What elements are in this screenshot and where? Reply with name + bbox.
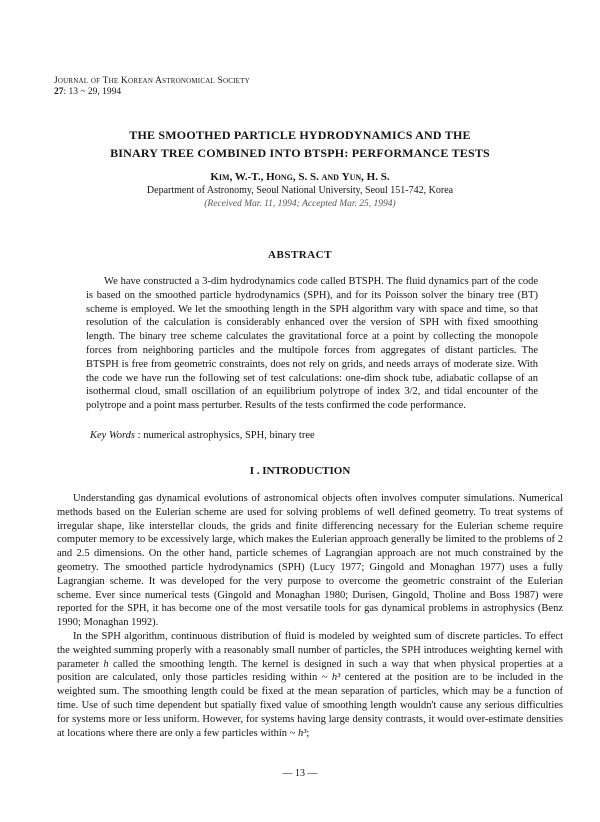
journal-name: Journal of The Korean Astronomical Society	[54, 76, 250, 86]
intro-p2-volume: ~ h³	[321, 672, 341, 684]
abstract-text: We have constructed a 3-dim hydrodynamics code called BTSPH. The fluid dynamics part of the code is based on the smoothed particle hydrodynamics (SPH), and for its Poisson solver the binary tree (BT) scheme is employed. We let the smoothing length in the SPH algorithm vary with space and time, so that resolution of the calculation is considerably enhanced over the version of SPH with fixed smoothing length. The binary tree scheme calculates the gravitational force at a point by collecting the monopole forces from neighboring particles and the multipole forces from aggregates of distant particles. The BTSPH is free from geometric constraints, does not rely on grids, and needs arrays of moderate size. With the code we have run the following set of test calculations: one-dim shock tube, adiabatic collapse of an isothermal cloud, small oscillation of an equilibrium polytrope of index 3/2, and tidal encounter of the polytrope and a point mass perturber. Results of the tests confirmed the code performance.	[86, 276, 538, 412]
intro-p2-symbol-h: h	[103, 658, 109, 670]
received-date: (Received Mar. 11, 1994; Accepted Mar. 25, 1994)	[204, 199, 396, 209]
author-3: Yun, H. S.	[341, 171, 390, 183]
keywords-text: numerical astrophysics, SPH, binary tree	[143, 430, 315, 441]
journal-volume-line	[54, 87, 250, 98]
introduction-body	[57, 492, 563, 740]
intro-p2-part-d: ;	[306, 727, 310, 739]
author-2: Hong, S. S.	[266, 171, 319, 183]
keywords-separator: :	[135, 430, 144, 441]
journal-volume: 27	[54, 87, 64, 97]
author-1: Kim, W.-T.,	[210, 171, 264, 183]
paper-title	[60, 126, 540, 162]
page-number: — 13 —	[282, 768, 318, 779]
intro-p2-part-b: called the smoothing length. The kernel is designed in such a way that when physical properties at a position are calculated, only those particles residing within	[57, 658, 563, 684]
intro-p2-volume-2: ~ h³	[289, 727, 307, 739]
author-list	[60, 171, 540, 183]
intro-p2-part-c: centered at the position are to be included in the weighted sum. The smoothing length could be fixed at the mean separation of particles, which may be a function of time. Use of such time dependent but spatially fixed value of smoothing length wouldn't cause any serious difficulties for systems more or less uniform. However, for systems having large density contrasts, it would over-estimate densities at locations where there are only a few particles within	[57, 672, 563, 739]
title-line-1: THE SMOOTHED PARTICLE HYDRODYNAMICS AND THE	[129, 128, 471, 142]
intro-p2-part-a: In the SPH algorithm, continuous distribution of fluid is modeled by weighted sum of discrete particles. To effect the weighted summing properly with a reasonably small number of particles, the SPH introduces weighting kernel with parameter	[57, 630, 563, 670]
title-line-2: BINARY TREE COMBINED INTO BTSPH: PERFORMANCE TESTS	[110, 146, 490, 160]
keywords	[90, 430, 315, 441]
abstract-heading: ABSTRACT	[268, 249, 332, 261]
intro-paragraph-1: Understanding gas dynamical evolutions of astronomical objects often involves computer simulations. Numerical methods based on the Eulerian scheme are used for solving problems of well defined geometry. To treat systems of irregular shape, like interstellar clouds, the grids and finite differencing necessary for the Eulerian scheme require computer memory to be excessively large, which makes the Eulerian approach generally be limited to the problems of 2 and 2.5 dimensions. On the other hand, particle schemes of Lagrangian approach are not much constrained by the geometry. The smoothed particle hydrodynamics (SPH) (Lucy 1977; Gingold and Monaghan 1977) uses a fully Lagrangian scheme. It was developed for the very purpose to overcome the geometric constraint of the Eulerian scheme. Ever since numerical tests (Gingold and Monaghan 1980; Durisen, Gingold, Tholine and Boss 1987) were reported for the SPH, it has become one of the most versatile tools for gas dynamical problems in astrophysics (Benz 1990; Monaghan 1992).	[57, 493, 563, 629]
journal-header	[54, 76, 250, 98]
journal-pages: : 13 ~ 29, 1994	[63, 87, 122, 97]
author-and: and	[321, 171, 339, 183]
section-heading: I . INTRODUCTION	[249, 465, 351, 477]
affiliation: Department of Astronomy, Seoul National University, Seoul 151-742, Korea	[146, 185, 454, 196]
keywords-label: Key Words	[90, 430, 136, 441]
intro-paragraph-2	[57, 630, 563, 740]
